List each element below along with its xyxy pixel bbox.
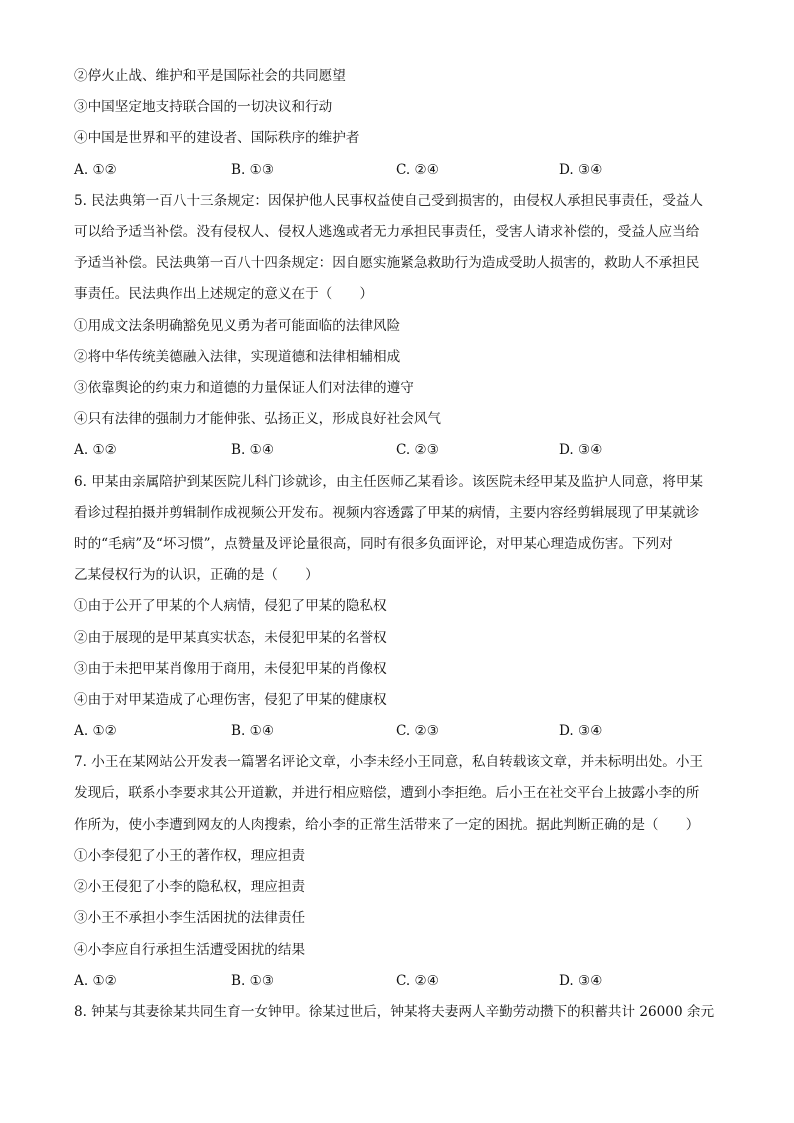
q6-options xyxy=(74,721,724,741)
q5-option-b: B. ①④ xyxy=(231,442,275,458)
q5-option-a: A. ①② xyxy=(74,442,117,458)
q7-stem-line-2: 发现后，联系小李要求其公开道歉，并进行相应赔偿，遭到小李拒绝。后小王在社交平台上披露小李的所 xyxy=(74,785,700,801)
q6-item-3: ③由于未把甲某肖像用于商用，未侵犯甲某的肖像权 xyxy=(74,661,387,677)
q5-item-2: ②将中华传统美德融入法律，实现道德和法律相辅相成 xyxy=(74,349,401,365)
q5-stem-line-4: 事责任。民法典作出上述规定的意义在于（ ） xyxy=(74,286,374,302)
q4-options xyxy=(74,160,724,180)
q7-option-c: C. ②④ xyxy=(396,973,439,989)
q7-option-a: A. ①② xyxy=(74,973,117,989)
q6-item-1: ①由于公开了甲某的个人病情，侵犯了甲某的隐私权 xyxy=(74,598,387,614)
q7-item-3: ③小王不承担小李生活困扰的法律责任 xyxy=(74,910,306,926)
q5-item-3: ③依靠舆论的约束力和道德的力量保证人们对法律的遵守 xyxy=(74,380,414,396)
q5-stem-line-2: 可以给予适当补偿。没有侵权人、侵权人逃逸或者无力承担民事责任，受害人请求补偿的，受益人应当给 xyxy=(74,224,700,240)
q6-item-4: ④由于对甲某造成了心理伤害，侵犯了甲某的健康权 xyxy=(74,692,387,708)
q6-stem-line-2: 看诊过程拍摄并剪辑制作成视频公开发布。视频内容透露了甲某的病情，主要内容经剪辑展现了甲某就诊 xyxy=(74,505,700,521)
q7-item-4: ④小李应自行承担生活遭受困扰的结果 xyxy=(74,942,306,958)
q5-options xyxy=(74,440,724,460)
q6-stem-line-1: 6. 甲某由亲属陪护到某医院儿科门诊就诊，由主任医师乙某看诊。该医院未经甲某及监护人同意，将甲某 xyxy=(74,474,704,490)
q6-option-c: C. ②③ xyxy=(396,723,439,739)
q5-stem-line-1: 5. 民法典第一百八十三条规定：因保护他人民事权益使自己受到损害的，由侵权人承担民事责任，受益人 xyxy=(74,193,704,209)
q6-option-b: B. ①④ xyxy=(231,723,275,739)
q4-option-b: B. ①③ xyxy=(231,162,275,178)
q7-item-2: ②小王侵犯了小李的隐私权，理应担责 xyxy=(74,879,306,895)
q4-option-d: D. ③④ xyxy=(559,162,603,178)
q7-stem-line-1: 7. 小王在某网站公开发表一篇署名评论文章，小李未经小王同意，私自转载该文章，并未标明出处。小王 xyxy=(74,754,704,770)
q4-item-2: ②停火止战、维护和平是国际社会的共同愿望 xyxy=(74,68,346,84)
q6-option-a: A. ①② xyxy=(74,723,117,739)
q7-option-d: D. ③④ xyxy=(559,973,603,989)
q7-stem-line-3: 作所为，使小李遭到网友的人肉搜索，给小李的正常生活带来了一定的困扰。据此判断正确的是（ ） xyxy=(74,817,700,833)
q4-option-a: A. ①② xyxy=(74,162,117,178)
q6-stem-line-3: 时的“毛病”及“坏习惯”，点赞量及评论量很高，同时有很多负面评论，对甲某心理造成伤害。下列对 xyxy=(74,536,673,552)
q7-option-b: B. ①③ xyxy=(231,973,275,989)
q4-item-3: ③中国坚定地支持联合国的一切决议和行动 xyxy=(74,99,333,115)
q5-item-4: ④只有法律的强制力才能伸张、弘扬正义，形成良好社会风气 xyxy=(74,411,442,427)
q5-stem-line-3: 予适当补偿。民法典第一百八十四条规定：因自愿实施紧急救助行为造成受助人损害的，救助人不承担民 xyxy=(74,255,700,271)
q4-item-4: ④中国是世界和平的建设者、国际秩序的维护者 xyxy=(74,130,360,146)
q5-item-1: ①用成文法条明确豁免见义勇为者可能面临的法律风险 xyxy=(74,318,401,334)
q7-options xyxy=(74,971,724,991)
q4-option-c: C. ②④ xyxy=(396,162,439,178)
q5-option-c: C. ②③ xyxy=(396,442,439,458)
q6-item-2: ②由于展现的是甲某真实状态，未侵犯甲某的名誉权 xyxy=(74,630,387,646)
q8-stem-line-1: 8. 钟某与其妻徐某共同生育一女钟甲。徐某过世后，钟某将夫妻两人辛勤劳动攒下的积蓄共计 26000 余元 xyxy=(74,1004,715,1020)
q7-item-1: ①小李侵犯了小王的著作权，理应担责 xyxy=(74,848,306,864)
q5-option-d: D. ③④ xyxy=(559,442,603,458)
q6-stem-line-4: 乙某侵权行为的认识，正确的是（ ） xyxy=(74,567,319,583)
q6-option-d: D. ③④ xyxy=(559,723,603,739)
